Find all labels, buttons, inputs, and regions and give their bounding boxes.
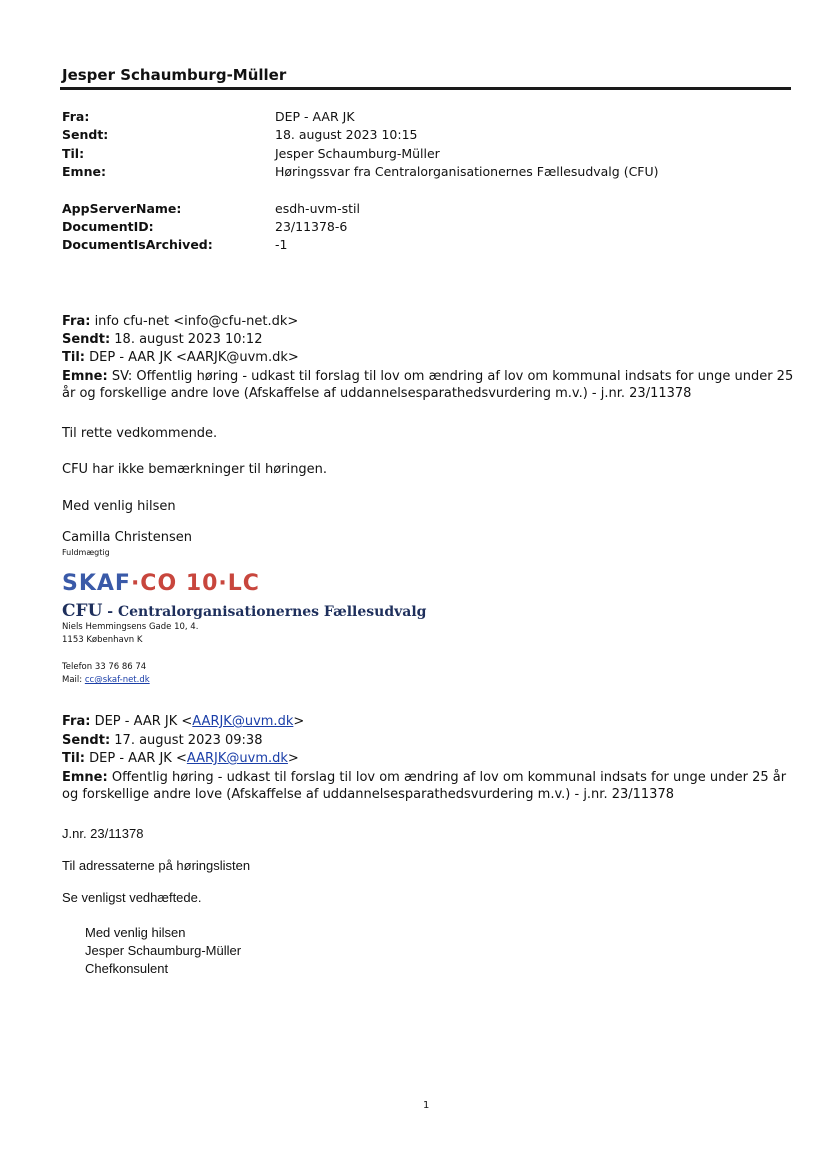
org-name: CFU - Centralorganisationernes Fællesudvalg — [62, 601, 427, 621]
header-emne-label: Emne: — [62, 164, 106, 179]
reply-signer-title: Fuldmægtig — [62, 548, 110, 557]
reply-emne: Emne: SV: Offentlig høring - udkast til forslag til lov om ændring af lov om kommunal indsats for unge under 25 år og forskellige andre love (Afskaffelse af uddannelsesparathedsvurdering m.v.) - j.nr. 23/11378 — [62, 369, 794, 401]
orig-signer-title: Chefkonsulent — [85, 961, 169, 976]
meta-documentid-value: 23/11378-6 — [275, 219, 348, 234]
header-emne-value: Høringssvar fra Centralorganisationernes Fællesudvalg (CFU) — [275, 164, 659, 179]
skaf-logo: SKAF·CO 10·LC — [62, 571, 260, 596]
header-sendt-value: 18. august 2023 10:15 — [275, 127, 418, 142]
org-address-1: Niels Hemmingsens Gade 10, 4. — [62, 622, 199, 632]
org-mail: Mail: cc@skaf-net.dk — [62, 675, 150, 685]
orig-jnr: J.nr. 23/11378 — [62, 826, 144, 841]
orig-attached: Se venligst vedhæftede. — [62, 890, 202, 905]
org-address-2: 1153 København K — [62, 635, 143, 645]
header-fra-label: Fra: — [62, 109, 90, 124]
sender-name: Jesper Schaumburg-Müller — [62, 66, 287, 84]
reply-closing: Med venlig hilsen — [62, 499, 176, 514]
header-fra-value: DEP - AAR JK — [275, 109, 355, 124]
reply-signer: Camilla Christensen — [62, 530, 193, 545]
org-phone: Telefon 33 76 86 74 — [62, 662, 147, 672]
meta-appserver-label: AppServerName: — [62, 201, 182, 216]
orig-closing: Med venlig hilsen — [85, 925, 186, 940]
orig-til-link[interactable]: AARJK@uvm.dk — [186, 751, 288, 766]
meta-documentid-label: DocumentID: — [62, 219, 154, 234]
reply-til: Til: DEP - AAR JK <AARJK@uvm.dk> — [62, 350, 299, 365]
reply-sendt: Sendt: 18. august 2023 10:12 — [62, 332, 263, 347]
reply-message: CFU har ikke bemærkninger til høringen. — [62, 462, 328, 477]
orig-emne: Emne: Offentlig høring - udkast til forslag til lov om ændring af lov om kommunal indsats for unge under 25 år og forskellige andre love (Afskaffelse af uddannelsesparathedsvurdering m.v.) - j.nr. 23/11378 — [62, 770, 787, 802]
orig-til: Til: DEP - AAR JK <AARJK@uvm.dk> — [62, 751, 299, 766]
orig-fra-link[interactable]: AARJK@uvm.dk — [192, 714, 294, 729]
header-sendt-label: Sendt: — [62, 127, 109, 142]
meta-archived-label: DocumentIsArchived: — [62, 237, 213, 252]
meta-appserver-value: esdh-uvm-stil — [275, 201, 360, 216]
header-til-label: Til: — [62, 146, 85, 161]
orig-fra: Fra: DEP - AAR JK <AARJK@uvm.dk> — [62, 714, 305, 729]
page-number: 1 — [423, 1100, 430, 1111]
header-til-value: Jesper Schaumburg-Müller — [275, 146, 440, 161]
reply-greeting: Til rette vedkommende. — [62, 426, 218, 441]
reply-fra: Fra: info cfu-net <info@cfu-net.dk> — [62, 314, 299, 329]
header-rule — [60, 87, 791, 90]
orig-sendt: Sendt: 17. august 2023 09:38 — [62, 733, 263, 748]
orig-signer: Jesper Schaumburg-Müller — [85, 943, 242, 958]
orig-addressees: Til adressaterne på høringslisten — [62, 858, 251, 873]
meta-archived-value: -1 — [275, 237, 288, 252]
org-mail-link[interactable]: cc@skaf-net.dk — [84, 675, 150, 685]
